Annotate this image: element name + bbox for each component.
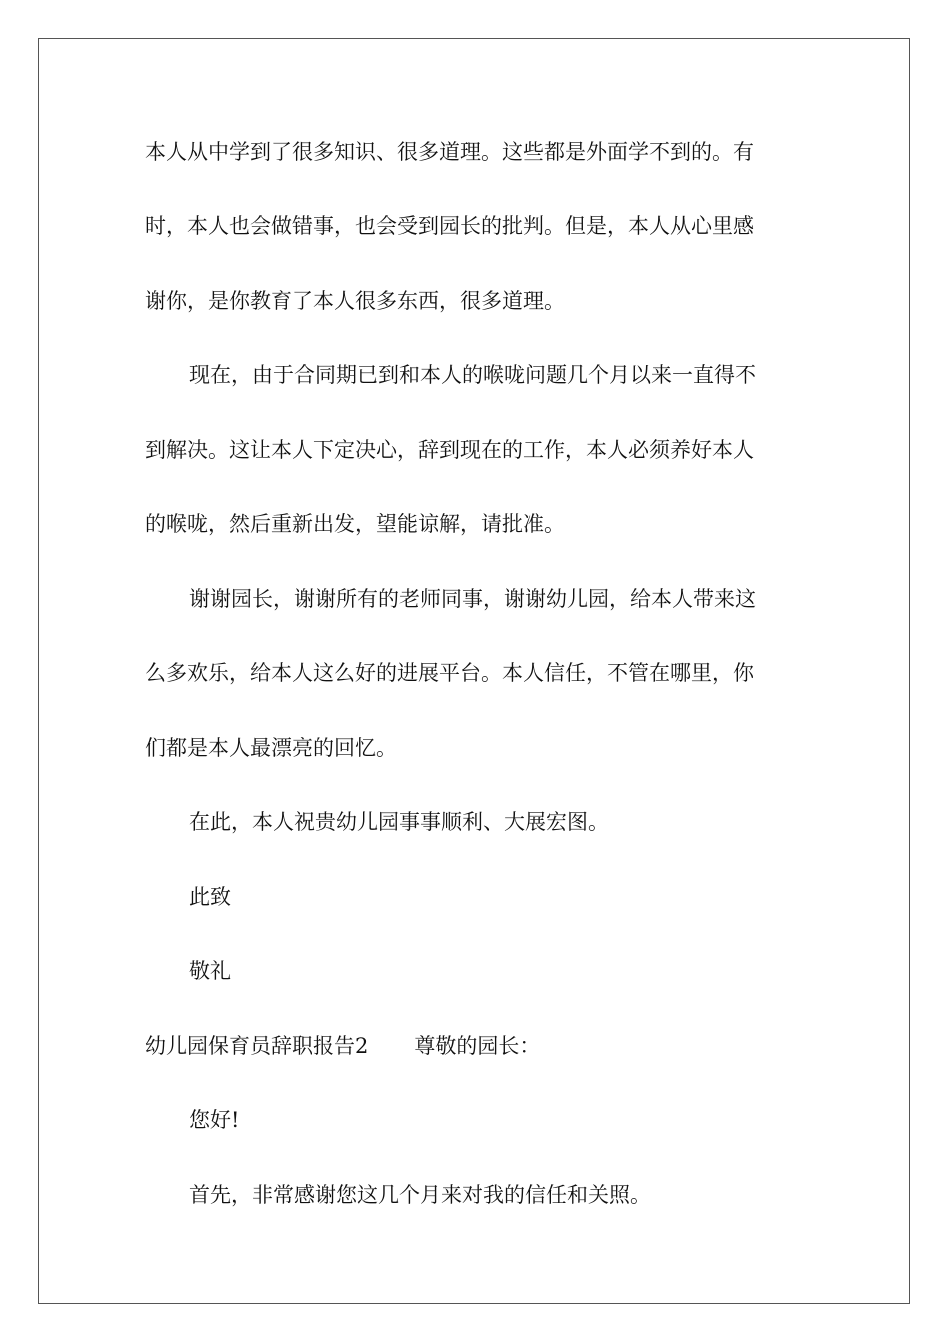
paragraph-line: 谢你，是你教育了本人很多东西，很多道理。: [145, 289, 565, 313]
paragraph-line: 谢谢园长，谢谢所有的老师同事，谢谢幼儿园，给本人带来这: [189, 587, 756, 611]
closing-cizhi: 此致: [189, 885, 231, 909]
closing-wish: 在此，本人祝贵幼儿园事事顺利、大展宏图。: [189, 810, 609, 834]
paragraph-line: 的喉咙，然后重新出发，望能谅解，请批准。: [145, 512, 565, 536]
closing-jingli: 敬礼: [189, 959, 231, 983]
paragraph-line: 么多欢乐，给本人这么好的进展平台。本人信任，不管在哪里，你: [145, 661, 754, 685]
paragraph-line: 时，本人也会做错事，也会受到园长的批判。但是，本人从心里感: [145, 214, 754, 238]
paragraph-line: 现在，由于合同期已到和本人的喉咙问题几个月以来一直得不: [189, 363, 756, 387]
paragraph-line: 本人从中学到了很多知识、很多道理。这些都是外面学不到的。有: [145, 140, 754, 164]
paragraph-line: 们都是本人最漂亮的回忆。: [145, 736, 397, 760]
report-title: 幼儿园保育员辞职报告2: [145, 1034, 369, 1058]
greeting: 您好!: [189, 1108, 240, 1132]
opening-line: 首先，非常感谢您这几个月来对我的信任和关照。: [189, 1183, 651, 1207]
report-heading-line: [145, 1031, 540, 1061]
paragraph-line: 到解决。这让本人下定决心，辞到现在的工作，本人必须养好本人: [145, 438, 754, 462]
salutation: 尊敬的园长：: [414, 1034, 541, 1058]
